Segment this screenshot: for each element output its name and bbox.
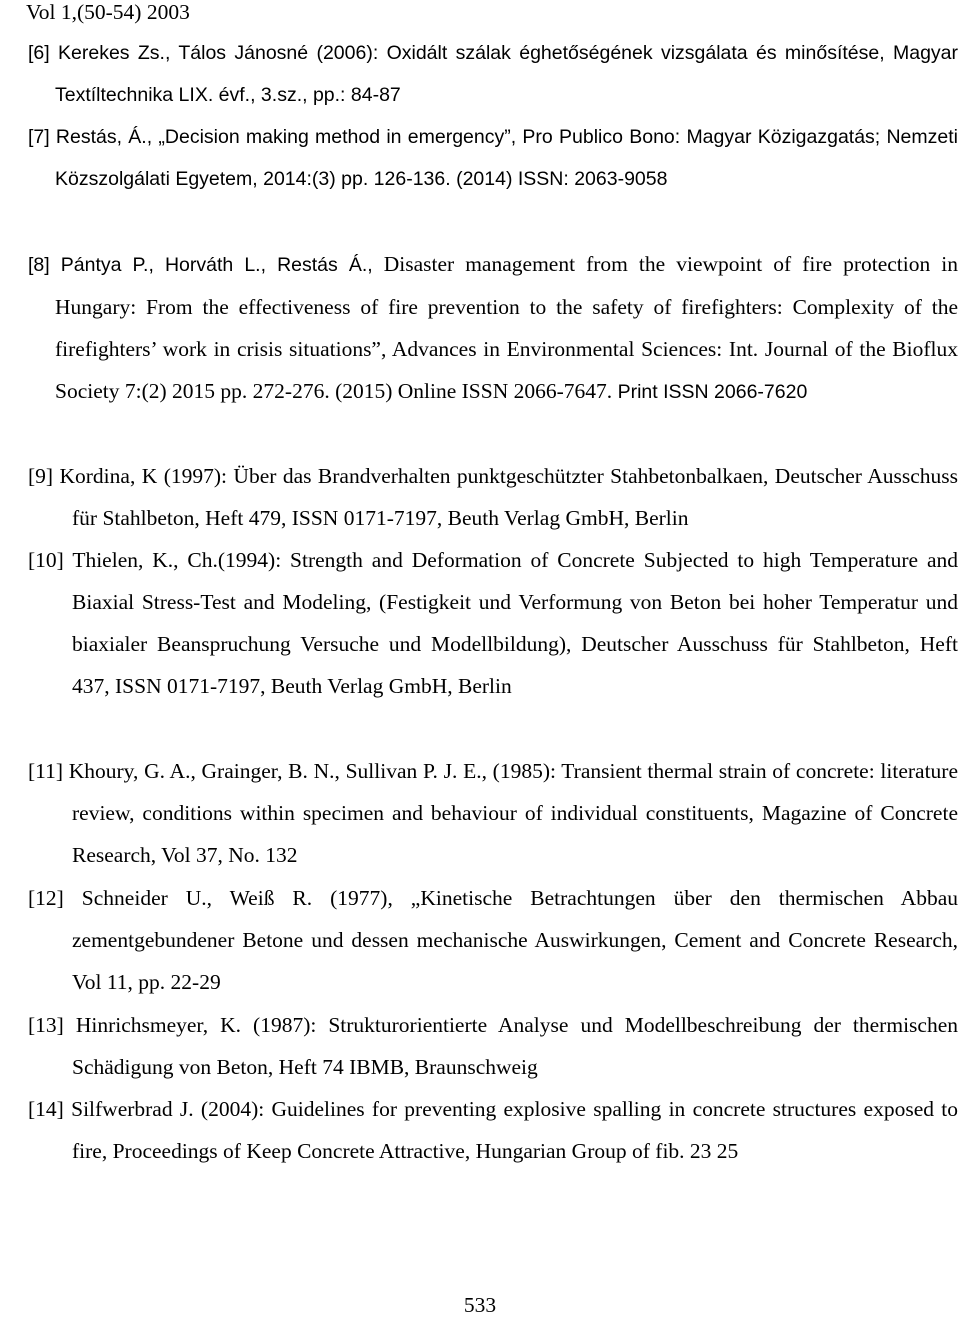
reference-14-text: [14] Silfwerbrad J. (2004): Guidelines for preventing explosive spalling in concrete structures exposed to fire, Proceedings of Keep Concrete Attractive, Hungarian Group of fib. 23 25 bbox=[28, 1097, 958, 1163]
reference-13-text: [13] Hinrichsmeyer, K. (1987): Strukturorientierte Analyse und Modellbeschreibung der thermischen Schädigung von Beton, Heft 74 IBMB, Braunschweig bbox=[28, 1013, 958, 1079]
reference-14 bbox=[28, 1088, 958, 1172]
reference-10 bbox=[28, 539, 958, 707]
previous-reference-tail: Vol 1,(50-54) 2003 bbox=[26, 0, 190, 24]
reference-8 bbox=[28, 243, 958, 413]
reference-6 bbox=[28, 32, 958, 116]
reference-11 bbox=[28, 750, 958, 876]
page-number: 533 bbox=[463, 1293, 497, 1317]
reference-12 bbox=[28, 877, 958, 1003]
reference-8-print-issn: Print ISSN 2066-7620 bbox=[612, 381, 808, 403]
reference-9 bbox=[28, 455, 958, 539]
reference-9-text: [9] Kordina, K (1997): Über das Brandverhalten punktgeschützter Stahbetonbalkaen, Deutscher Ausschuss für Stahlbeton, Heft 479, ISSN 0171-7197, Beuth Verlag GmbH, Berlin bbox=[28, 464, 958, 530]
reference-8-title: Disaster management from the viewpoint of fire protection in Hungary: From the effectiveness of fire prevention to the safety of firefighters: Complexity of the firefighters’ work in crisis situations”, Advances in Environmental Sciences: Int. Journal of the Bioflux Society 7:(2) 2015 pp. 272-276. (2015) Online ISSN 2066-7647. bbox=[55, 252, 958, 403]
reference-13 bbox=[28, 1004, 958, 1088]
reference-7 bbox=[28, 116, 958, 200]
reference-12-text: [12] Schneider U., Weiß R. (1977), „Kinetische Betrachtungen über den thermischen Abbau zementgebundener Betone und dessen mechanische Auswirkungen, Cement and Concrete Research, Vol 11, pp. 22-29 bbox=[28, 886, 958, 994]
reference-8-authors: [8] Pántya P., Horváth L., Restás Á., bbox=[28, 254, 373, 276]
reference-11-text: [11] Khoury, G. A., Grainger, B. N., Sullivan P. J. E., (1985): Transient thermal strain of concrete: literature review, conditions within specimen and behaviour of individual constituents, Magazine of Concrete Research, Vol 37, No. 132 bbox=[28, 759, 958, 867]
reference-10-text: [10] Thielen, K., Ch.(1994): Strength and Deformation of Concrete Subjected to high Temperature and Biaxial Stress-Test and Modeling, (Festigkeit und Verformung von Beton bei hoher Temperatur und biaxialer Beanspruchung Versuche und Modellbildung), Deutscher Ausschuss für Stahlbeton, Heft 437, ISSN 0171-7197, Beuth Verlag GmbH, Berlin bbox=[28, 548, 958, 698]
reference-7-text: [7] Restás, Á., „Decision making method in emergency”, Pro Publico Bono: Magyar Közigazgatás; Nemzeti Közszolgálati Egyetem, 2014:(3) pp. 126-136. (2014) ISSN: 2063-9058 bbox=[28, 126, 958, 190]
reference-6-text: [6] Kerekes Zs., Tálos Jánosné (2006): Oxidált szálak éghetőségének vizsgálata és minősítése, Magyar Textíltechnika LIX. évf., 3.sz., pp.: 84-87 bbox=[28, 42, 958, 106]
